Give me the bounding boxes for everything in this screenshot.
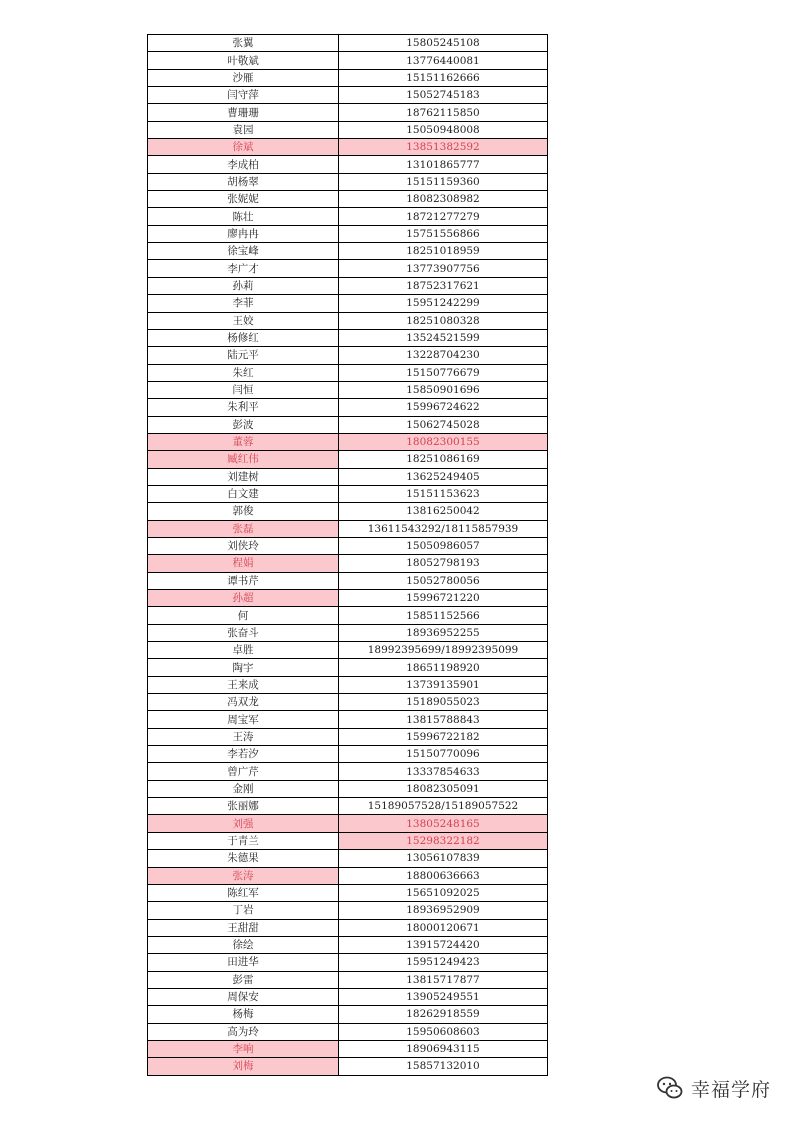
name-cell: 刘侠玲 bbox=[148, 537, 339, 554]
phone-cell: 15850901696 bbox=[339, 381, 548, 398]
table-row bbox=[148, 798, 548, 815]
phone-cell: 15996721220 bbox=[339, 590, 548, 607]
phone-cell: 13815788843 bbox=[339, 711, 548, 728]
name-cell: 田进华 bbox=[148, 954, 339, 971]
phone-cell: 15951249423 bbox=[339, 954, 548, 971]
table-row bbox=[148, 173, 548, 190]
name-cell: 李广才 bbox=[148, 260, 339, 277]
table-row bbox=[148, 468, 548, 485]
table-row bbox=[148, 35, 548, 52]
name-cell: 刘建树 bbox=[148, 468, 339, 485]
phone-cell: 13101865777 bbox=[339, 156, 548, 173]
name-cell: 丁岩 bbox=[148, 902, 339, 919]
name-cell: 张丽娜 bbox=[148, 798, 339, 815]
watermark bbox=[655, 1071, 771, 1105]
name-cell: 张翼 bbox=[148, 35, 339, 52]
table-row bbox=[148, 642, 548, 659]
table-row bbox=[148, 537, 548, 554]
name-cell: 陈红军 bbox=[148, 884, 339, 901]
phone-cell: 13905249551 bbox=[339, 988, 548, 1005]
name-cell: 孙莉 bbox=[148, 277, 339, 294]
name-cell: 徐宝峰 bbox=[148, 243, 339, 260]
table-row bbox=[148, 607, 548, 624]
phone-cell: 15052780056 bbox=[339, 572, 548, 589]
phone-cell: 18251018959 bbox=[339, 243, 548, 260]
phone-cell: 15751556866 bbox=[339, 225, 548, 242]
phone-cell: 13625249405 bbox=[339, 468, 548, 485]
name-cell: 彭波 bbox=[148, 416, 339, 433]
table-row bbox=[148, 156, 548, 173]
table-row bbox=[148, 433, 548, 450]
table-row bbox=[148, 1023, 548, 1040]
phone-cell: 15150770096 bbox=[339, 746, 548, 763]
table-row bbox=[148, 884, 548, 901]
table-row bbox=[148, 572, 548, 589]
phone-cell: 18992395699/18992395099 bbox=[339, 642, 548, 659]
phone-cell: 18800636663 bbox=[339, 867, 548, 884]
contact-table-body bbox=[148, 35, 548, 1076]
phone-cell: 15151153623 bbox=[339, 485, 548, 502]
phone-cell: 13337854633 bbox=[339, 763, 548, 780]
table-row bbox=[148, 919, 548, 936]
name-cell: 张奋斗 bbox=[148, 624, 339, 641]
name-cell: 朱红 bbox=[148, 364, 339, 381]
phone-cell: 15996724622 bbox=[339, 399, 548, 416]
table-row bbox=[148, 815, 548, 832]
phone-cell: 13915724420 bbox=[339, 936, 548, 953]
name-cell: 曾广芹 bbox=[148, 763, 339, 780]
table-row bbox=[148, 104, 548, 121]
name-cell: 卓胜 bbox=[148, 642, 339, 659]
phone-cell: 13773907756 bbox=[339, 260, 548, 277]
name-cell: 王甜甜 bbox=[148, 919, 339, 936]
phone-cell: 15151162666 bbox=[339, 69, 548, 86]
name-cell: 程娟 bbox=[148, 555, 339, 572]
table-row bbox=[148, 780, 548, 797]
name-cell: 周保安 bbox=[148, 988, 339, 1005]
name-cell: 王来成 bbox=[148, 676, 339, 693]
phone-cell: 13056107839 bbox=[339, 850, 548, 867]
table-row bbox=[148, 936, 548, 953]
table-row bbox=[148, 850, 548, 867]
phone-cell: 18262918559 bbox=[339, 1006, 548, 1023]
table-row bbox=[148, 381, 548, 398]
phone-cell: 18251080328 bbox=[339, 312, 548, 329]
table-row bbox=[148, 52, 548, 69]
name-cell: 陶宇 bbox=[148, 659, 339, 676]
name-cell: 冯双龙 bbox=[148, 694, 339, 711]
table-row bbox=[148, 243, 548, 260]
phone-cell: 15189055023 bbox=[339, 694, 548, 711]
table-row bbox=[148, 260, 548, 277]
name-cell: 何 bbox=[148, 607, 339, 624]
table-row bbox=[148, 694, 548, 711]
phone-cell: 15298322182 bbox=[339, 832, 548, 849]
name-cell: 杨梅 bbox=[148, 1006, 339, 1023]
table-row bbox=[148, 728, 548, 745]
name-cell: 高为玲 bbox=[148, 1023, 339, 1040]
table-row bbox=[148, 988, 548, 1005]
name-cell: 王涛 bbox=[148, 728, 339, 745]
name-cell: 闫守萍 bbox=[148, 87, 339, 104]
table-row bbox=[148, 69, 548, 86]
name-cell: 金刚 bbox=[148, 780, 339, 797]
phone-cell: 18651198920 bbox=[339, 659, 548, 676]
phone-cell: 18906943115 bbox=[339, 1040, 548, 1057]
table-row bbox=[148, 1058, 548, 1075]
name-cell: 刘梅 bbox=[148, 1058, 339, 1075]
table-row bbox=[148, 711, 548, 728]
name-cell: 胡杨翠 bbox=[148, 173, 339, 190]
wechat-icon bbox=[655, 1073, 685, 1103]
name-cell: 孙超 bbox=[148, 590, 339, 607]
table-row bbox=[148, 832, 548, 849]
name-cell: 臧红伟 bbox=[148, 451, 339, 468]
phone-cell: 15052745183 bbox=[339, 87, 548, 104]
table-row bbox=[148, 763, 548, 780]
phone-cell: 18000120671 bbox=[339, 919, 548, 936]
table-row bbox=[148, 503, 548, 520]
name-cell: 朱利平 bbox=[148, 399, 339, 416]
phone-cell: 13805248165 bbox=[339, 815, 548, 832]
phone-cell: 15805245108 bbox=[339, 35, 548, 52]
table-row bbox=[148, 347, 548, 364]
name-cell: 董蓉 bbox=[148, 433, 339, 450]
name-cell: 李菲 bbox=[148, 295, 339, 312]
table-row bbox=[148, 329, 548, 346]
phone-cell: 15857132010 bbox=[339, 1058, 548, 1075]
name-cell: 杨修红 bbox=[148, 329, 339, 346]
phone-cell: 15150776679 bbox=[339, 364, 548, 381]
phone-cell: 13611543292/18115857939 bbox=[339, 520, 548, 537]
table-row bbox=[148, 485, 548, 502]
phone-cell: 15151159360 bbox=[339, 173, 548, 190]
phone-cell: 18251086169 bbox=[339, 451, 548, 468]
name-cell: 白文建 bbox=[148, 485, 339, 502]
table-row bbox=[148, 954, 548, 971]
phone-cell: 18721277279 bbox=[339, 208, 548, 225]
table-row bbox=[148, 364, 548, 381]
phone-cell: 13816250042 bbox=[339, 503, 548, 520]
phone-cell: 18052798193 bbox=[339, 555, 548, 572]
phone-cell: 18936952255 bbox=[339, 624, 548, 641]
table-row bbox=[148, 902, 548, 919]
table-row bbox=[148, 520, 548, 537]
phone-cell: 18082308982 bbox=[339, 191, 548, 208]
table-row bbox=[148, 555, 548, 572]
table-row bbox=[148, 451, 548, 468]
name-cell: 陆元平 bbox=[148, 347, 339, 364]
name-cell: 张磊 bbox=[148, 520, 339, 537]
phone-cell: 18082305091 bbox=[339, 780, 548, 797]
name-cell: 张涛 bbox=[148, 867, 339, 884]
table-row bbox=[148, 312, 548, 329]
phone-cell: 15050948008 bbox=[339, 121, 548, 138]
phone-cell: 15651092025 bbox=[339, 884, 548, 901]
phone-cell: 15189057528/15189057522 bbox=[339, 798, 548, 815]
name-cell: 徐斌 bbox=[148, 139, 339, 156]
table-row bbox=[148, 1040, 548, 1057]
phone-cell: 15950608603 bbox=[339, 1023, 548, 1040]
table-row bbox=[148, 87, 548, 104]
name-cell: 李响 bbox=[148, 1040, 339, 1057]
name-cell: 叶敬斌 bbox=[148, 52, 339, 69]
phone-cell: 18762115850 bbox=[339, 104, 548, 121]
table-row bbox=[148, 416, 548, 433]
phone-cell: 15062745028 bbox=[339, 416, 548, 433]
table-row bbox=[148, 1006, 548, 1023]
name-cell: 沙雁 bbox=[148, 69, 339, 86]
table-row bbox=[148, 208, 548, 225]
name-cell: 闫恒 bbox=[148, 381, 339, 398]
table-row bbox=[148, 676, 548, 693]
name-cell: 周宝军 bbox=[148, 711, 339, 728]
name-cell: 曹珊珊 bbox=[148, 104, 339, 121]
phone-cell: 18082300155 bbox=[339, 433, 548, 450]
phone-cell: 15851152566 bbox=[339, 607, 548, 624]
phone-cell: 15050986057 bbox=[339, 537, 548, 554]
table-row bbox=[148, 624, 548, 641]
table-row bbox=[148, 399, 548, 416]
phone-cell: 13851382592 bbox=[339, 139, 548, 156]
name-cell: 郭俊 bbox=[148, 503, 339, 520]
phone-cell: 15996722182 bbox=[339, 728, 548, 745]
table-row bbox=[148, 295, 548, 312]
name-cell: 徐绘 bbox=[148, 936, 339, 953]
name-cell: 李若汐 bbox=[148, 746, 339, 763]
table-row bbox=[148, 659, 548, 676]
table-row bbox=[148, 139, 548, 156]
phone-cell: 13815717877 bbox=[339, 971, 548, 988]
phone-cell: 18936952909 bbox=[339, 902, 548, 919]
contact-table bbox=[147, 34, 548, 1076]
name-cell: 刘强 bbox=[148, 815, 339, 832]
name-cell: 张妮妮 bbox=[148, 191, 339, 208]
name-cell: 廖冉冉 bbox=[148, 225, 339, 242]
phone-cell: 13228704230 bbox=[339, 347, 548, 364]
table-row bbox=[148, 277, 548, 294]
name-cell: 谭书芹 bbox=[148, 572, 339, 589]
table-row bbox=[148, 971, 548, 988]
name-cell: 朱德果 bbox=[148, 850, 339, 867]
table-row bbox=[148, 590, 548, 607]
table-row bbox=[148, 225, 548, 242]
phone-cell: 18752317621 bbox=[339, 277, 548, 294]
table-row bbox=[148, 867, 548, 884]
table-row bbox=[148, 746, 548, 763]
phone-cell: 13776440081 bbox=[339, 52, 548, 69]
watermark-text: 幸福学府 bbox=[691, 1078, 772, 1101]
name-cell: 王姣 bbox=[148, 312, 339, 329]
name-cell: 彭雷 bbox=[148, 971, 339, 988]
table-row bbox=[148, 191, 548, 208]
name-cell: 李成柏 bbox=[148, 156, 339, 173]
name-cell: 陈壮 bbox=[148, 208, 339, 225]
table-row bbox=[148, 121, 548, 138]
phone-cell: 15951242299 bbox=[339, 295, 548, 312]
phone-cell: 13739135901 bbox=[339, 676, 548, 693]
name-cell: 于青兰 bbox=[148, 832, 339, 849]
name-cell: 袁园 bbox=[148, 121, 339, 138]
phone-cell: 13524521599 bbox=[339, 329, 548, 346]
